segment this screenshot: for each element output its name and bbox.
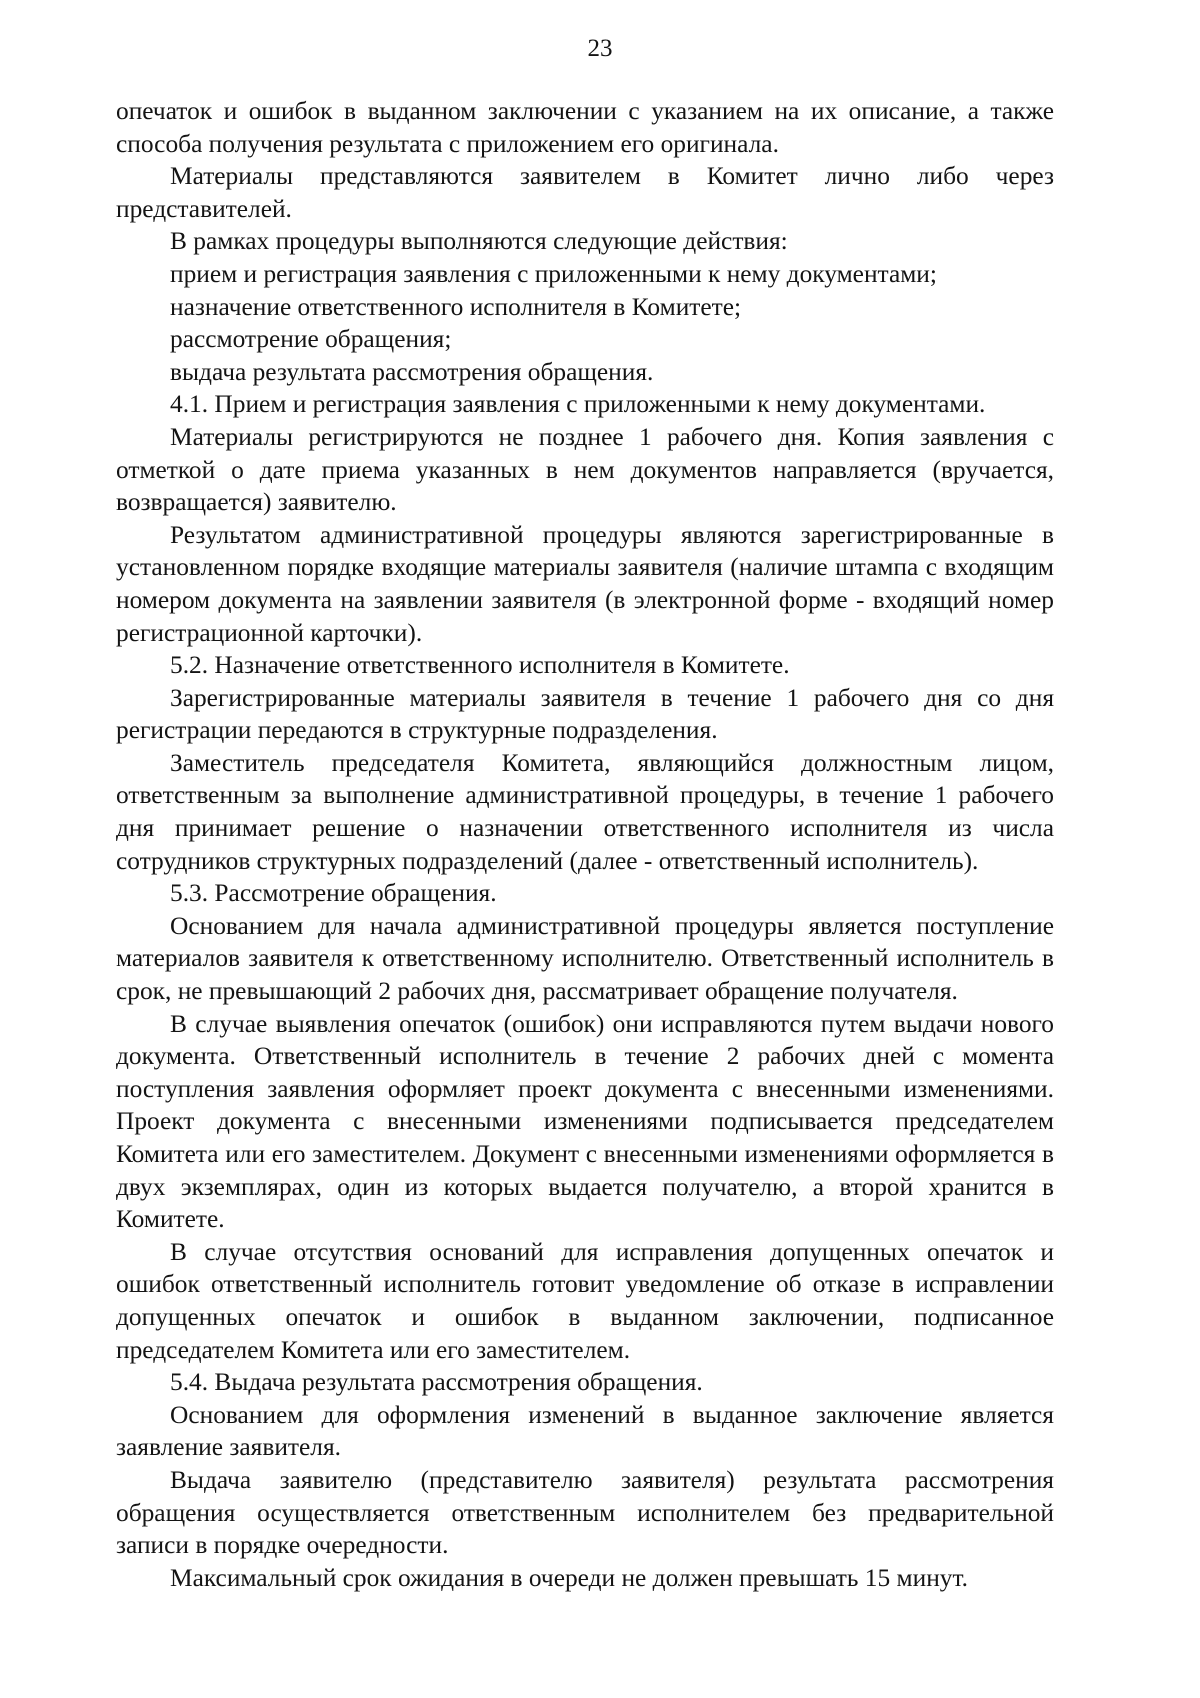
paragraph: Основанием для начала административной процедуры является поступление материалов заявителя к ответственному исполнителю. Ответственный исполнитель в срок, не превышающий 2 рабочих дня, рассматривает обращение получателя. xyxy=(116,911,1054,1006)
paragraph: прием и регистрация заявления с приложенными к нему документами; xyxy=(170,259,937,288)
page-number: 23 xyxy=(587,35,613,62)
paragraph: 5.4. Выдача результата рассмотрения обращения. xyxy=(170,1368,703,1397)
paragraph: Зарегистрированные материалы заявителя в течение 1 рабочего дня со дня регистрации передаются в структурные подразделения. xyxy=(116,683,1054,745)
paragraph: В случае отсутствия оснований для исправления допущенных опечаток и ошибок ответственный исполнитель готовит уведомление об отказе в исправлении допущенных опечаток и ошибок в выданном заключении, подписанное председателем Комитета или его заместителем. xyxy=(116,1237,1054,1364)
paragraph: В случае выявления опечаток (ошибок) они исправляются путем выдачи нового документа. Ответственный исполнитель в течение 2 рабочих дней с момента поступления заявления оформляет проект документа с внесенными изменениями. Проект документа с внесенными изменениями подписывается председателем Комитета или его заместителем. Документ с внесенными изменениями оформляется в двух экземплярах, один из которых выдается получателю, а второй хранится в Комитете. xyxy=(116,1009,1054,1234)
paragraph: назначение ответственного исполнителя в Комитете; xyxy=(170,292,742,321)
paragraph: 5.3. Рассмотрение обращения. xyxy=(170,879,497,908)
paragraph: Основанием для оформления изменений в выданное заключение является заявление заявителя. xyxy=(116,1400,1054,1462)
paragraph: Материалы представляются заявителем в Комитет лично либо через представителей. xyxy=(116,162,1054,223)
paragraph: Заместитель председателя Комитета, являющийся должностным лицом, ответственным за выполнение административной процедуры, в течение 1 рабочего дня принимает решение о назначении ответственного исполнителя из числа сотрудников структурных подразделений (далее - ответственный исполнитель). xyxy=(116,748,1054,875)
paragraph: 5.2. Назначение ответственного исполнителя в Комитете. xyxy=(170,651,790,680)
paragraph: Выдача заявителю (представителю заявителя) результата рассмотрения обращения осуществляется ответственным исполнителем без предварительной записи в порядке очередности. xyxy=(116,1465,1054,1560)
paragraph: рассмотрение обращения; xyxy=(170,325,452,354)
paragraph: Материалы регистрируются не позднее 1 рабочего дня. Копия заявления с отметкой о дате приема указанных в нем документов направляется (вручается, возвращается) заявителю. xyxy=(116,422,1054,517)
paragraph: 4.1. Прием и регистрация заявления с приложенными к нему документами. xyxy=(170,390,986,419)
paragraph: Результатом административной процедуры являются зарегистрированные в установленном порядке входящие материалы заявителя (наличие штампа с входящим номером документа на заявлении заявителя (в электронной форме - входящий номер регистрационной карточки). xyxy=(116,520,1054,647)
paragraph: опечаток и ошибок в выданном заключении с указанием на их описание, а также способа получения результата с приложением его оригинала. xyxy=(116,97,1054,158)
paragraph: Максимальный срок ожидания в очереди не должен превышать 15 минут. xyxy=(170,1563,969,1592)
paragraph: В рамках процедуры выполняются следующие действия: xyxy=(170,227,788,256)
paragraph: выдача результата рассмотрения обращения. xyxy=(170,357,654,386)
document-body xyxy=(116,95,1054,1594)
